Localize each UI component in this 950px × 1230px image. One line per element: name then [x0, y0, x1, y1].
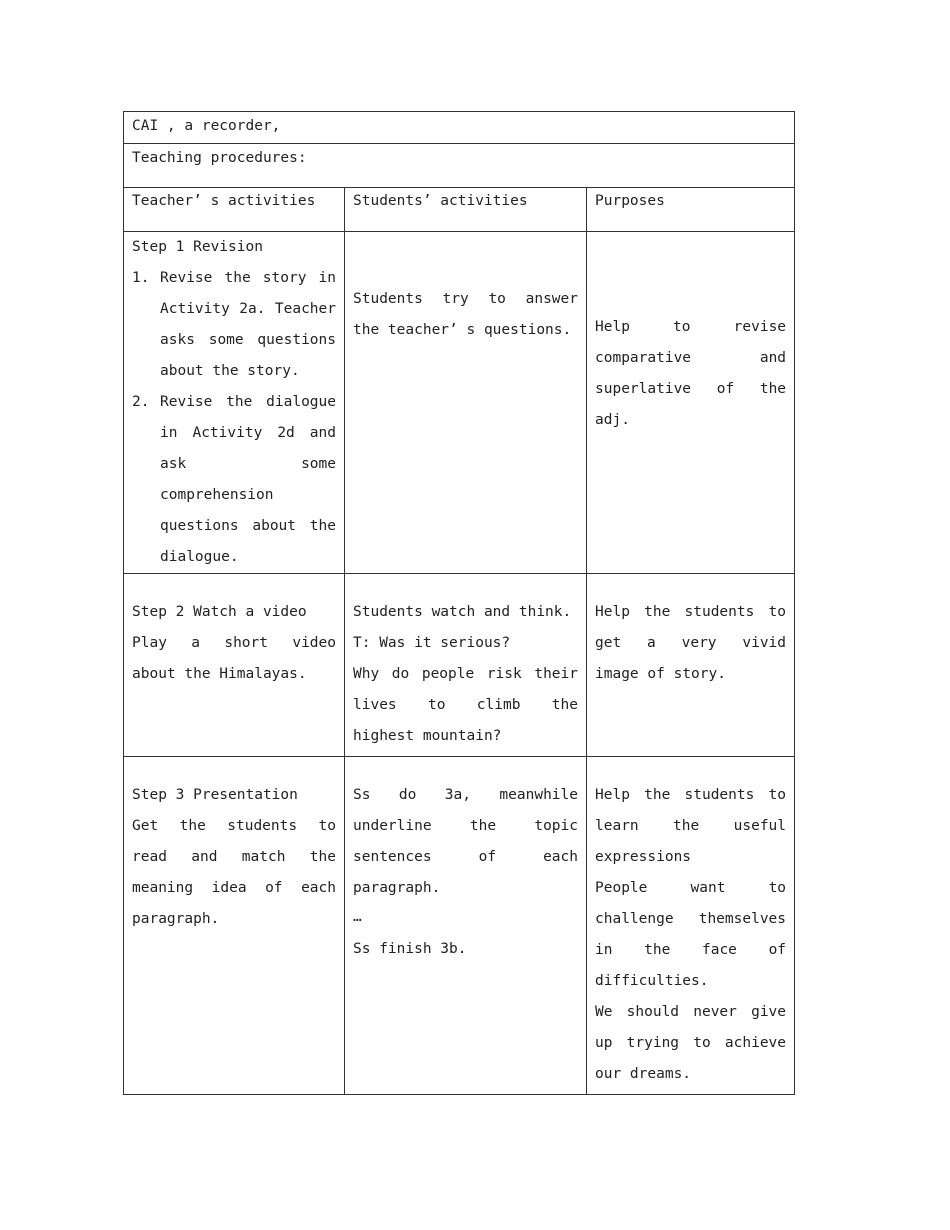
step2-students-line2: T: Was it serious?	[353, 635, 511, 651]
procedures-heading-cell	[124, 144, 795, 188]
step3-purposes-cell	[587, 757, 795, 1095]
step2-students-line3: Why do people risk their lives to climb the highest mountain?	[353, 666, 578, 744]
list-item-number: 2.	[132, 394, 150, 410]
step3-students-line1: Ss do 3a, meanwhile underline the topic sentences of each paragraph.	[353, 787, 578, 896]
header-purposes-cell	[587, 188, 795, 232]
header-teacher-cell	[124, 188, 345, 232]
lesson-plan-table	[123, 111, 795, 1095]
step2-purposes-cell	[587, 574, 795, 757]
materials-text: CAI , a recorder,	[132, 118, 281, 134]
step3-title: Step 3 Presentation	[132, 787, 298, 803]
step3-students-line2: Ss finish 3b.	[353, 941, 467, 957]
step3-teacher-cell	[124, 757, 345, 1095]
step2-students-cell	[345, 574, 587, 757]
step1-purposes-cell	[587, 232, 795, 574]
procedures-heading: Teaching procedures:	[132, 150, 307, 166]
list-item-text: Revise the story in Activity 2a. Teacher asks some questions about the story.	[160, 270, 336, 379]
list-item-number: 1.	[132, 270, 150, 286]
table-row-step1	[124, 232, 795, 574]
list-item-text: Revise the dialogue in Activity 2d and ask some comprehension questions about the dialogue.	[160, 394, 336, 565]
step1-teacher-cell	[124, 232, 345, 574]
step3-students-cell	[345, 757, 587, 1095]
step3-purposes-line1: Help the students to learn the useful expressions	[595, 787, 787, 865]
header-students: Students’ activities	[353, 193, 528, 209]
step2-teacher-text: Play a short video about the Himalayas.	[132, 635, 336, 682]
step3-teacher-text: Get the students to read and match the meaning idea of each paragraph.	[132, 818, 336, 927]
header-students-cell	[345, 188, 587, 232]
step2-purposes-text: Help the students to get a very vivid image of story.	[595, 604, 787, 682]
step1-purposes-text: Help to revise comparative and superlative of the adj.	[595, 319, 787, 428]
table-row-step2	[124, 574, 795, 757]
step1-list	[132, 263, 336, 573]
step3-students-ellipsis: …	[353, 909, 362, 925]
step1-students-cell	[345, 232, 587, 574]
step3-purposes-line3: We should never give up trying to achieve our dreams.	[595, 1004, 787, 1082]
step1-title: Step 1 Revision	[132, 239, 263, 255]
header-purposes: Purposes	[595, 193, 665, 209]
materials-cell	[124, 112, 795, 144]
header-teacher: Teacher’ s activities	[132, 193, 316, 209]
step3-purposes-line2: People want to challenge themselves in the face of difficulties.	[595, 880, 787, 989]
step2-teacher-cell	[124, 574, 345, 757]
list-item	[132, 263, 336, 387]
list-item	[132, 387, 336, 573]
step2-students-line1: Students watch and think.	[353, 604, 572, 620]
table-row-step3	[124, 757, 795, 1095]
step2-title: Step 2 Watch a video	[132, 604, 307, 620]
step1-students-text: Students try to answer the teacher’ s questions.	[353, 291, 578, 338]
